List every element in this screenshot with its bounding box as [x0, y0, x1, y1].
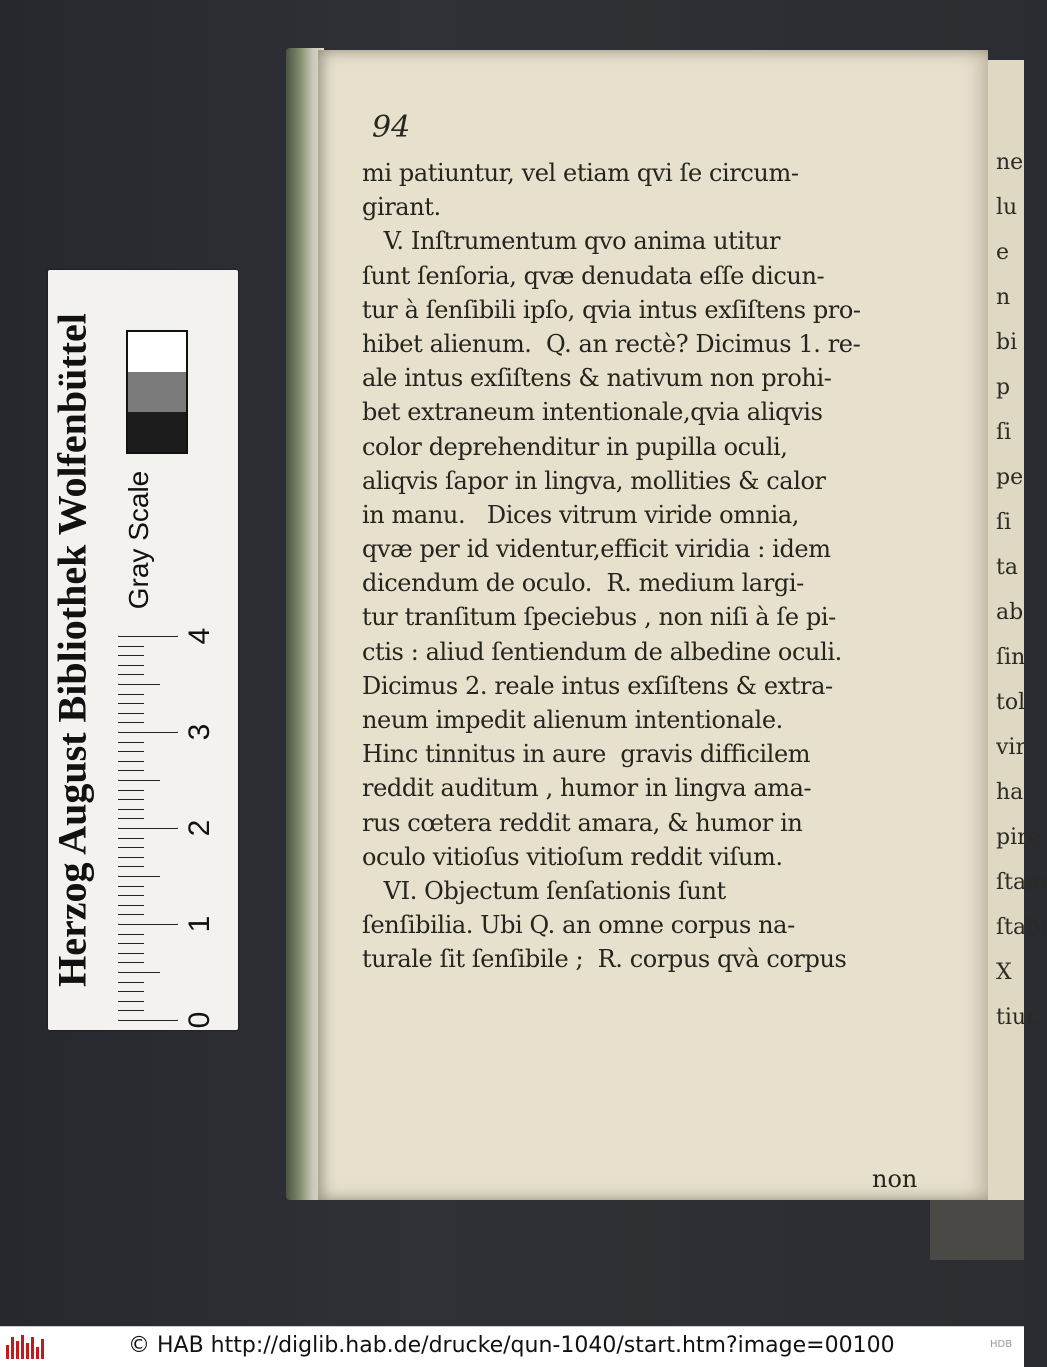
ruler-institution-label: Herzog August Bibliothek Wolfenbüttel	[49, 313, 95, 987]
next-page-fragment: ne	[996, 150, 1024, 175]
text-line: ale intus exſiſtens & nativum non prohi-	[362, 364, 832, 393]
text-line: ſenſibilia. Ubi Q. an omne corpus na-	[362, 911, 795, 940]
ruler-tick	[118, 713, 144, 714]
ruler-tick-number: 3	[183, 723, 216, 741]
ruler-tick-number: 4	[183, 627, 216, 645]
ruler-tick	[118, 886, 144, 887]
ruler-tick	[118, 751, 144, 752]
text-line: oculo vitioſus vitioſum reddit viſum.	[362, 842, 783, 871]
ruler-tick-number: 1	[183, 915, 216, 933]
ruler-tick	[118, 838, 144, 839]
next-page-fragment: lu	[996, 195, 1018, 220]
ruler-tick	[118, 636, 178, 637]
next-page-fragment: ſin	[996, 645, 1026, 670]
ruler-tick	[118, 694, 144, 695]
text-line: color deprehenditur in pupilla oculi,	[362, 432, 788, 461]
ruler-tick	[118, 857, 144, 858]
text-line: ctis : aliud ſentiendum de albedine oculi.	[362, 637, 842, 666]
white-swatch	[128, 332, 186, 372]
ruler-tick	[118, 924, 178, 925]
next-page-fragment: ſi	[996, 510, 1012, 535]
ruler-tick	[118, 1010, 144, 1011]
text-line: aliqvis ſapor in lingva, mollities & calor	[362, 466, 826, 495]
footer-citation-link[interactable]: © HAB http://diglib.hab.de/drucke/qun-1040/start.htm?image=00100	[128, 1333, 895, 1358]
ruler-tick	[118, 761, 144, 762]
ruler-ticks	[118, 630, 128, 1020]
next-page-fragment: n	[996, 285, 1011, 310]
ruler-tick	[118, 895, 144, 896]
next-page-fragment: ab	[996, 600, 1024, 625]
ruler-tick	[118, 742, 144, 743]
next-page-fragment: X	[996, 960, 1012, 985]
ruler-tick	[118, 780, 160, 781]
next-page-fragment: tiur,	[996, 1005, 1042, 1030]
hab-logo-icon	[6, 1335, 46, 1359]
ruler-tick-number: 0	[183, 1011, 216, 1029]
next-page-fragment: ta	[996, 555, 1018, 580]
ruler-tick	[118, 905, 144, 906]
text-line: mi patiuntur, vel etiam qvi ſe circum-	[362, 159, 799, 187]
ruler-tick	[118, 828, 178, 829]
ruler-tick	[118, 646, 144, 647]
ruler-tick	[118, 876, 160, 877]
ruler-tick	[118, 914, 144, 915]
gray-scale-label: Gray Scale	[123, 470, 154, 610]
black-swatch	[128, 412, 186, 452]
gray-scale-swatches	[126, 330, 188, 454]
text-line: bet extraneum intentionale,qvia aliqvis	[362, 398, 823, 427]
text-line: V. Inſtrumentum qvo anima utitur	[362, 227, 781, 256]
ruler-tick-number: 2	[183, 819, 216, 837]
text-line: hibet alienum. Q. an rectè? Dicimus 1. re-	[362, 329, 861, 358]
ruler-tick	[118, 732, 178, 733]
ruler-tick	[118, 809, 144, 810]
page-number: 94	[372, 110, 411, 145]
text-line: rus cœtera reddit amara, & humor in	[362, 808, 803, 837]
ruler-tick	[118, 703, 144, 704]
text-line: dicendum de oculo. R. medium largi-	[362, 569, 804, 598]
text-line: neum impedit alienum intentionale.	[362, 706, 783, 734]
footer-bar	[0, 1326, 1024, 1367]
next-page-fragment: pire	[996, 825, 1041, 850]
ruler-tick	[118, 847, 144, 848]
text-line: Dicimus 2. reale intus exſiſtens & extra-	[362, 671, 833, 700]
catchword: non	[872, 1165, 918, 1193]
ruler-tick	[118, 982, 144, 983]
text-line: in manu. Dices vitrum viride omnia,	[362, 500, 800, 529]
ruler-tick	[118, 953, 144, 954]
ruler-tick	[118, 674, 144, 675]
ruler-tick	[118, 1001, 144, 1002]
text-line: tur à ſenſibili ipſo, qvia intus exſiſtens pro-	[362, 295, 861, 324]
next-page-fragment: bi	[996, 330, 1018, 355]
next-page-fragment: vir	[996, 735, 1026, 760]
next-page-fragment: ſtabi	[996, 915, 1047, 940]
next-page-fragment: ſi	[996, 420, 1012, 445]
page-text-block	[362, 156, 934, 977]
footer-mark: HDB	[990, 1339, 1013, 1350]
ruler-tick	[118, 790, 144, 791]
ruler-tick	[118, 972, 160, 973]
next-page-fragment: tol	[996, 690, 1026, 715]
text-line: qvæ per id videntur,efficit viridia : idem	[362, 535, 831, 564]
text-line: ſunt ſenſoria, qvæ denudata eſſe dicun-	[362, 261, 825, 290]
ruler-tick	[118, 684, 160, 685]
book-shadow	[930, 1200, 1024, 1260]
ruler-tick	[118, 770, 144, 771]
ruler-tick	[118, 722, 144, 723]
text-line: Hinc tinnitus in aure gravis difficilem	[362, 740, 811, 769]
next-page-fragment: ſtam	[996, 870, 1047, 895]
ruler-tick	[118, 934, 144, 935]
ruler-tick	[118, 818, 144, 819]
text-line: turale ſit ſenſibile ; R. corpus qvà corpus	[362, 945, 847, 974]
ruler-tick	[118, 1020, 178, 1021]
ruler-tick	[118, 943, 144, 944]
text-line: girant.	[362, 193, 441, 222]
next-page-fragment: p	[996, 375, 1011, 400]
text-line: VI. Objectum ſenſationis ſunt	[362, 876, 726, 905]
ruler-tick	[118, 665, 144, 666]
ruler-tick	[118, 655, 144, 656]
text-line: reddit auditum , humor in lingva ama-	[362, 774, 812, 803]
ruler-tick	[118, 866, 144, 867]
next-page-fragment: pe	[996, 465, 1024, 490]
text-line: tur tranſitum ſpeciebus , non niſi à ſe pi-	[362, 603, 836, 632]
ruler-tick	[118, 962, 144, 963]
ruler-tick	[118, 799, 144, 800]
next-page-fragment: ha	[996, 780, 1024, 805]
grey-swatch	[128, 372, 186, 412]
ruler-tick	[118, 991, 144, 992]
next-page-fragment: e	[996, 240, 1010, 265]
